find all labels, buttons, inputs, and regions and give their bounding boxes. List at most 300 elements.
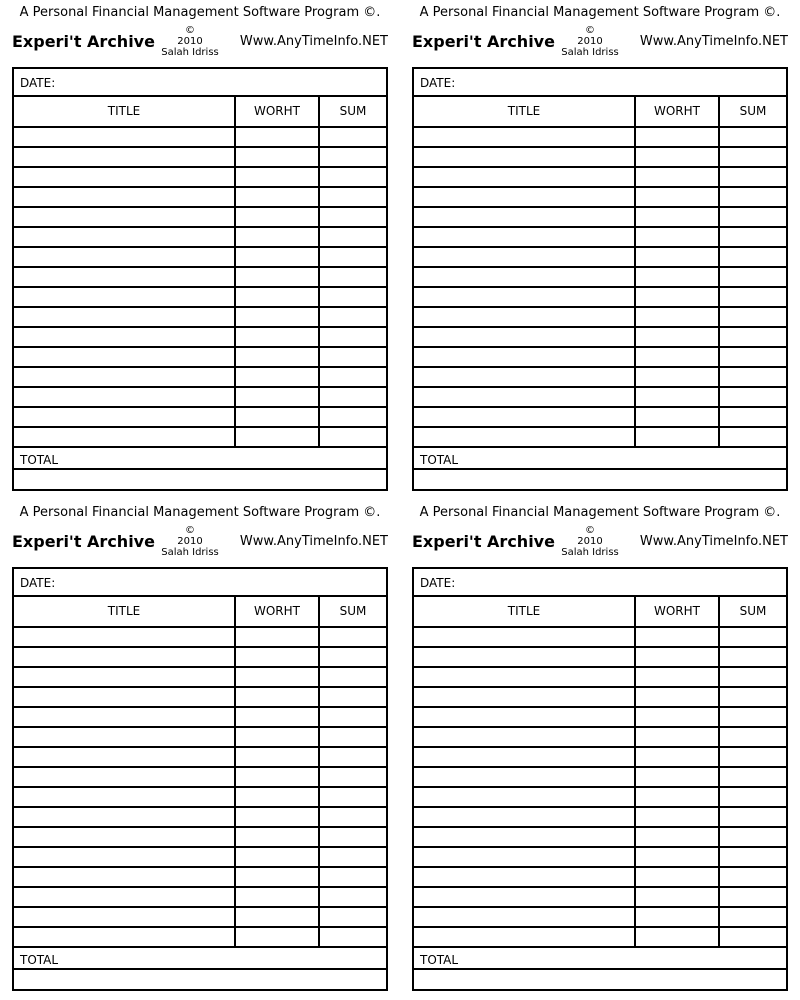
author-name: Salah Idriss [161, 547, 219, 558]
column-header-sum: SUM [320, 597, 386, 628]
worth-cell[interactable] [236, 628, 320, 646]
title-cell[interactable] [414, 348, 636, 366]
worth-cell[interactable] [236, 708, 320, 726]
table-row [414, 888, 786, 908]
sum-cell[interactable] [720, 268, 786, 286]
worth-cell[interactable] [236, 348, 320, 366]
sum-cell[interactable] [320, 908, 386, 926]
date-field[interactable] [414, 69, 786, 97]
title-cell[interactable] [414, 788, 636, 806]
title-cell[interactable] [414, 328, 636, 346]
worth-cell[interactable] [236, 888, 320, 906]
title-cell[interactable] [14, 828, 236, 846]
worth-cell[interactable] [636, 148, 720, 166]
sum-cell[interactable] [320, 348, 386, 366]
sum-cell[interactable] [720, 188, 786, 206]
title-cell[interactable] [414, 768, 636, 786]
worth-cell[interactable] [636, 648, 720, 666]
title-cell[interactable] [414, 848, 636, 866]
brand-name: Experi't Archive [412, 32, 555, 51]
expense-sheet-bottom-left [0, 500, 400, 1000]
title-cell[interactable] [14, 168, 236, 186]
column-header-sum: SUM [320, 97, 386, 128]
date-label: DATE: [20, 76, 56, 90]
sum-cell[interactable] [320, 388, 386, 406]
worth-cell[interactable] [236, 748, 320, 766]
worth-cell[interactable] [636, 288, 720, 306]
sum-cell[interactable] [720, 228, 786, 246]
expense-sheet-bottom-right [400, 500, 800, 1000]
worth-cell[interactable] [236, 408, 320, 426]
sum-cell[interactable] [720, 768, 786, 786]
worth-cell[interactable] [236, 368, 320, 386]
copyright-block [148, 25, 232, 58]
total-row [414, 450, 786, 470]
table-row [14, 888, 386, 908]
title-cell[interactable] [14, 668, 236, 686]
table-row [14, 328, 386, 348]
total-label: TOTAL [420, 953, 459, 967]
total-row [14, 950, 386, 970]
sum-cell[interactable] [720, 688, 786, 706]
title-cell[interactable] [414, 228, 636, 246]
title-cell[interactable] [14, 868, 236, 886]
sum-cell[interactable] [320, 748, 386, 766]
title-cell[interactable] [414, 808, 636, 826]
sum-cell[interactable] [320, 668, 386, 686]
worth-cell[interactable] [636, 788, 720, 806]
title-cell[interactable] [414, 188, 636, 206]
sum-cell[interactable] [320, 728, 386, 746]
title-cell[interactable] [414, 908, 636, 926]
worth-cell[interactable] [636, 248, 720, 266]
worth-cell[interactable] [236, 288, 320, 306]
worth-cell[interactable] [636, 848, 720, 866]
title-cell[interactable] [14, 148, 236, 166]
title-cell[interactable] [414, 868, 636, 886]
sum-cell[interactable] [320, 428, 386, 446]
table-row [414, 688, 786, 708]
column-header-worth: WORHT [636, 97, 720, 128]
title-cell[interactable] [14, 648, 236, 666]
title-cell[interactable] [14, 768, 236, 786]
table-row [14, 768, 386, 788]
sum-cell[interactable] [320, 888, 386, 906]
expense-form [412, 567, 788, 991]
column-header-sum: SUM [720, 597, 786, 628]
title-cell[interactable] [14, 848, 236, 866]
total-row [414, 950, 786, 970]
title-cell[interactable] [14, 428, 236, 446]
sum-cell[interactable] [320, 368, 386, 386]
worth-cell[interactable] [236, 868, 320, 886]
date-label: DATE: [420, 76, 456, 90]
sum-cell[interactable] [320, 408, 386, 426]
title-cell[interactable] [414, 248, 636, 266]
sum-cell[interactable] [720, 868, 786, 886]
worth-cell[interactable] [236, 648, 320, 666]
sum-cell[interactable] [320, 788, 386, 806]
title-cell[interactable] [414, 728, 636, 746]
worth-cell[interactable] [636, 328, 720, 346]
table-row [414, 748, 786, 768]
date-field[interactable] [414, 569, 786, 597]
table-row [14, 788, 386, 808]
table-row [414, 668, 786, 688]
title-cell[interactable] [14, 808, 236, 826]
date-label: DATE: [20, 576, 56, 590]
table-row [14, 628, 386, 648]
table-row [14, 308, 386, 328]
table-row [414, 188, 786, 208]
title-cell[interactable] [14, 748, 236, 766]
worth-cell[interactable] [636, 708, 720, 726]
title-cell[interactable] [414, 208, 636, 226]
table-row [14, 928, 386, 948]
title-cell[interactable] [414, 628, 636, 646]
title-cell[interactable] [414, 388, 636, 406]
worth-cell[interactable] [236, 688, 320, 706]
worth-cell[interactable] [636, 628, 720, 646]
table-row [14, 348, 386, 368]
title-cell[interactable] [14, 268, 236, 286]
worth-cell[interactable] [236, 148, 320, 166]
title-cell[interactable] [14, 908, 236, 926]
table-row [414, 368, 786, 388]
table-row [414, 348, 786, 368]
worth-cell[interactable] [236, 788, 320, 806]
title-cell[interactable] [414, 668, 636, 686]
sum-cell[interactable] [720, 308, 786, 326]
table-row [14, 288, 386, 308]
worth-cell[interactable] [636, 928, 720, 946]
title-cell[interactable] [14, 928, 236, 946]
table-row [14, 668, 386, 688]
title-cell[interactable] [414, 408, 636, 426]
sum-cell[interactable] [320, 148, 386, 166]
title-cell[interactable] [14, 328, 236, 346]
title-cell[interactable] [14, 388, 236, 406]
title-cell[interactable] [14, 228, 236, 246]
table-row [14, 388, 386, 408]
table-row [414, 388, 786, 408]
table-row [14, 268, 386, 288]
worth-cell[interactable] [636, 128, 720, 146]
worth-cell[interactable] [636, 748, 720, 766]
table-row [414, 648, 786, 668]
sum-cell[interactable] [320, 328, 386, 346]
sum-cell[interactable] [320, 308, 386, 326]
total-value-field[interactable] [414, 970, 786, 989]
sum-cell[interactable] [320, 808, 386, 826]
total-value-field[interactable] [14, 970, 386, 989]
title-cell[interactable] [414, 428, 636, 446]
sum-cell[interactable] [720, 328, 786, 346]
sum-cell[interactable] [720, 708, 786, 726]
worth-cell[interactable] [636, 208, 720, 226]
title-cell[interactable] [414, 308, 636, 326]
sum-cell[interactable] [320, 848, 386, 866]
table-row [414, 168, 786, 188]
worth-cell[interactable] [236, 908, 320, 926]
title-cell[interactable] [14, 688, 236, 706]
worth-cell[interactable] [636, 348, 720, 366]
sum-cell[interactable] [720, 368, 786, 386]
date-field[interactable] [14, 69, 386, 97]
worth-cell[interactable] [636, 428, 720, 446]
table-row [414, 148, 786, 168]
date-field[interactable] [14, 569, 386, 597]
worth-cell[interactable] [236, 268, 320, 286]
table-row [14, 128, 386, 148]
title-cell[interactable] [414, 288, 636, 306]
title-cell[interactable] [14, 248, 236, 266]
worth-cell[interactable] [236, 228, 320, 246]
brand-name: Experi't Archive [12, 532, 155, 551]
table-row [414, 928, 786, 948]
title-cell[interactable] [14, 128, 236, 146]
worth-cell[interactable] [236, 428, 320, 446]
total-value-field[interactable] [414, 470, 786, 489]
table-row [14, 728, 386, 748]
sum-cell[interactable] [720, 208, 786, 226]
sum-cell[interactable] [720, 628, 786, 646]
title-cell[interactable] [414, 748, 636, 766]
worth-cell[interactable] [236, 828, 320, 846]
brand-name: Experi't Archive [412, 532, 555, 551]
table-row [414, 208, 786, 228]
column-header-worth: WORHT [236, 597, 320, 628]
sum-cell[interactable] [720, 128, 786, 146]
title-cell[interactable] [14, 308, 236, 326]
title-cell[interactable] [414, 148, 636, 166]
title-cell[interactable] [414, 268, 636, 286]
title-cell[interactable] [14, 788, 236, 806]
author-name: Salah Idriss [561, 47, 619, 58]
title-cell[interactable] [414, 888, 636, 906]
website-link[interactable]: Www.AnyTimeInfo.NET [239, 534, 388, 549]
title-cell[interactable] [414, 928, 636, 946]
table-row [414, 808, 786, 828]
title-cell[interactable] [14, 368, 236, 386]
copyright-icon: © [585, 25, 595, 36]
worth-cell[interactable] [636, 408, 720, 426]
worth-cell[interactable] [236, 128, 320, 146]
worth-cell[interactable] [236, 208, 320, 226]
table-row [414, 268, 786, 288]
worth-cell[interactable] [636, 768, 720, 786]
sum-cell[interactable] [720, 408, 786, 426]
total-value-field[interactable] [14, 470, 386, 489]
worth-cell[interactable] [236, 848, 320, 866]
table-row [14, 208, 386, 228]
copyright-year: 2010 [577, 36, 603, 47]
sum-cell[interactable] [720, 248, 786, 266]
sum-cell[interactable] [320, 268, 386, 286]
table-row [14, 848, 386, 868]
worth-cell[interactable] [636, 828, 720, 846]
sum-cell[interactable] [320, 628, 386, 646]
table-row [14, 808, 386, 828]
title-cell[interactable] [414, 128, 636, 146]
sum-cell[interactable] [720, 388, 786, 406]
sum-cell[interactable] [720, 848, 786, 866]
table-row [14, 168, 386, 188]
copyright-block [148, 525, 232, 558]
sum-cell[interactable] [720, 148, 786, 166]
table-row [414, 848, 786, 868]
column-header-sum: SUM [720, 97, 786, 128]
column-header-worth: WORHT [636, 597, 720, 628]
table-row [414, 908, 786, 928]
worth-cell[interactable] [636, 388, 720, 406]
sum-cell[interactable] [720, 668, 786, 686]
worth-cell[interactable] [636, 808, 720, 826]
sum-cell[interactable] [720, 748, 786, 766]
worth-cell[interactable] [636, 308, 720, 326]
worth-cell[interactable] [236, 388, 320, 406]
title-cell[interactable] [14, 628, 236, 646]
title-cell[interactable] [414, 828, 636, 846]
worth-cell[interactable] [636, 268, 720, 286]
table-row [14, 648, 386, 668]
worth-cell[interactable] [636, 368, 720, 386]
title-cell[interactable] [14, 888, 236, 906]
sum-cell[interactable] [320, 168, 386, 186]
sum-cell[interactable] [320, 768, 386, 786]
table-row [414, 868, 786, 888]
worth-cell[interactable] [236, 188, 320, 206]
sum-cell[interactable] [320, 228, 386, 246]
worth-cell[interactable] [236, 308, 320, 326]
worth-cell[interactable] [636, 188, 720, 206]
copyright-block [548, 525, 632, 558]
table-row [414, 708, 786, 728]
worth-cell[interactable] [636, 668, 720, 686]
table-row [14, 148, 386, 168]
title-cell[interactable] [14, 348, 236, 366]
sum-cell[interactable] [320, 128, 386, 146]
sum-cell[interactable] [320, 648, 386, 666]
title-cell[interactable] [14, 208, 236, 226]
worth-cell[interactable] [636, 688, 720, 706]
table-row [414, 308, 786, 328]
total-label: TOTAL [20, 453, 59, 467]
total-label: TOTAL [20, 953, 59, 967]
sum-cell[interactable] [720, 788, 786, 806]
title-cell[interactable] [414, 648, 636, 666]
title-cell[interactable] [414, 688, 636, 706]
worth-cell[interactable] [636, 168, 720, 186]
sum-cell[interactable] [720, 888, 786, 906]
copyright-year: 2010 [177, 536, 203, 547]
total-label: TOTAL [420, 453, 459, 467]
worth-cell[interactable] [236, 768, 320, 786]
copyright-icon: © [185, 25, 195, 36]
expense-sheet-top-left [0, 0, 400, 500]
worth-cell[interactable] [636, 908, 720, 926]
sum-cell[interactable] [720, 728, 786, 746]
worth-cell[interactable] [636, 728, 720, 746]
worth-cell[interactable] [236, 808, 320, 826]
title-cell[interactable] [14, 408, 236, 426]
table-row [414, 788, 786, 808]
worth-cell[interactable] [636, 228, 720, 246]
sum-cell[interactable] [320, 288, 386, 306]
title-cell[interactable] [414, 168, 636, 186]
table-row [14, 228, 386, 248]
expense-form [412, 67, 788, 491]
sum-cell[interactable] [320, 688, 386, 706]
worth-cell[interactable] [236, 668, 320, 686]
worth-cell[interactable] [636, 868, 720, 886]
worth-cell[interactable] [236, 728, 320, 746]
column-header-title: TITLE [414, 597, 636, 628]
expense-sheet-top-right [400, 0, 800, 500]
table-row [414, 328, 786, 348]
worth-cell[interactable] [236, 328, 320, 346]
sum-cell[interactable] [320, 868, 386, 886]
table-row [414, 128, 786, 148]
copyright-icon: © [185, 525, 195, 536]
column-header-worth: WORHT [236, 97, 320, 128]
sum-cell[interactable] [320, 208, 386, 226]
table-row [414, 728, 786, 748]
sum-cell[interactable] [720, 928, 786, 946]
table-row [414, 628, 786, 648]
table-row [414, 828, 786, 848]
sum-cell[interactable] [720, 428, 786, 446]
sum-cell[interactable] [320, 708, 386, 726]
worth-cell[interactable] [236, 928, 320, 946]
table-row [14, 908, 386, 928]
sum-cell[interactable] [320, 928, 386, 946]
sum-cell[interactable] [720, 648, 786, 666]
sum-cell[interactable] [720, 908, 786, 926]
table-row [414, 768, 786, 788]
author-name: Salah Idriss [161, 47, 219, 58]
sum-cell[interactable] [720, 168, 786, 186]
table-row [14, 188, 386, 208]
table-row [14, 708, 386, 728]
table-row [14, 248, 386, 268]
sum-cell[interactable] [720, 828, 786, 846]
worth-cell[interactable] [236, 248, 320, 266]
title-cell[interactable] [414, 368, 636, 386]
title-cell[interactable] [14, 728, 236, 746]
sum-cell[interactable] [320, 828, 386, 846]
sum-cell[interactable] [720, 348, 786, 366]
worth-cell[interactable] [636, 888, 720, 906]
table-row [14, 688, 386, 708]
website-link[interactable]: Www.AnyTimeInfo.NET [239, 34, 388, 49]
worth-cell[interactable] [236, 168, 320, 186]
title-cell[interactable] [14, 188, 236, 206]
sum-cell[interactable] [320, 248, 386, 266]
brand-name: Experi't Archive [12, 32, 155, 51]
sum-cell[interactable] [720, 808, 786, 826]
sum-cell[interactable] [320, 188, 386, 206]
sum-cell[interactable] [720, 288, 786, 306]
table-row [414, 248, 786, 268]
total-row [14, 450, 386, 470]
website-link[interactable]: Www.AnyTimeInfo.NET [639, 534, 788, 549]
title-cell[interactable] [414, 708, 636, 726]
title-cell[interactable] [14, 708, 236, 726]
title-cell[interactable] [14, 288, 236, 306]
column-header-title: TITLE [14, 597, 236, 628]
website-link[interactable]: Www.AnyTimeInfo.NET [639, 34, 788, 49]
